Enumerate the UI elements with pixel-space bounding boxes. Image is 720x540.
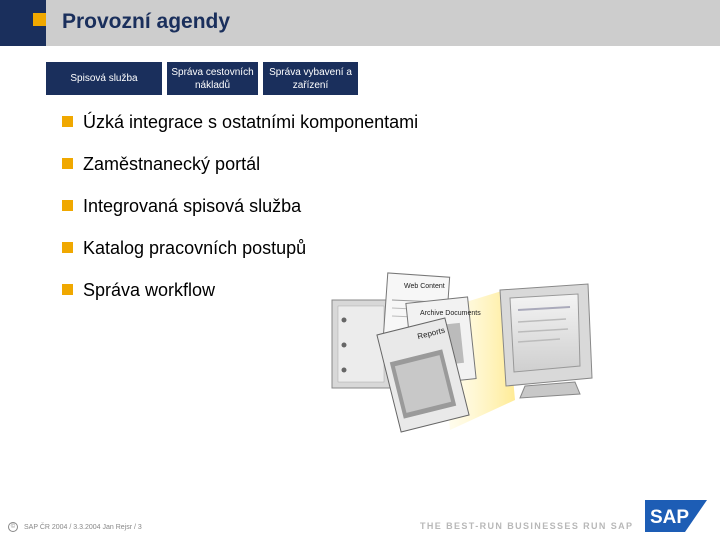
doc-reports-label: Reports	[416, 325, 446, 342]
list-item	[62, 195, 418, 237]
tab-sprava-cestovnich-nakladu[interactable]: Správa cestovních nákladů	[167, 62, 258, 95]
bullet-square-icon	[62, 116, 73, 127]
bullet-square-icon	[62, 242, 73, 253]
tab-sprava-vybaveni[interactable]: Správa vybavení a zařízení	[263, 62, 358, 95]
header-bar	[0, 0, 720, 46]
sap-logo	[645, 500, 707, 532]
tab-spisova-sluzba[interactable]: Spisová služba	[46, 62, 162, 95]
bullet-square-icon	[62, 284, 73, 295]
list-item	[62, 153, 418, 195]
bullet-text: Integrovaná spisová služba	[83, 196, 302, 216]
footer-slogan: THE BEST-RUN BUSINESSES RUN SAP	[420, 521, 634, 531]
orange-square-icon	[33, 13, 46, 26]
computer-monitor-icon	[500, 284, 592, 398]
bullet-square-icon	[62, 158, 73, 169]
footer-copyright	[8, 522, 142, 532]
bullet-square-icon	[62, 200, 73, 211]
sap-logo-text: SAP	[650, 507, 690, 528]
bullet-text: Katalog pracovních postupů	[83, 238, 307, 258]
page-title: Provozní agendy	[62, 10, 231, 33]
list-item	[62, 111, 418, 153]
bullet-text: Správa workflow	[83, 280, 216, 300]
copyright-icon: ©	[8, 522, 18, 532]
footer-copyright-text: SAP ČR 2004 / 3.3.2004 Jan Rejsr / 3	[24, 523, 142, 531]
doc-archive-label: Archive Documents	[420, 310, 481, 317]
doc-web-content-label: Web Content	[404, 283, 445, 290]
bullet-text: Zaměstnanecký portál	[83, 154, 261, 174]
bullet-text: Úzká integrace s ostatními komponentami	[83, 112, 419, 132]
documents-to-computer-illustration	[330, 270, 600, 485]
